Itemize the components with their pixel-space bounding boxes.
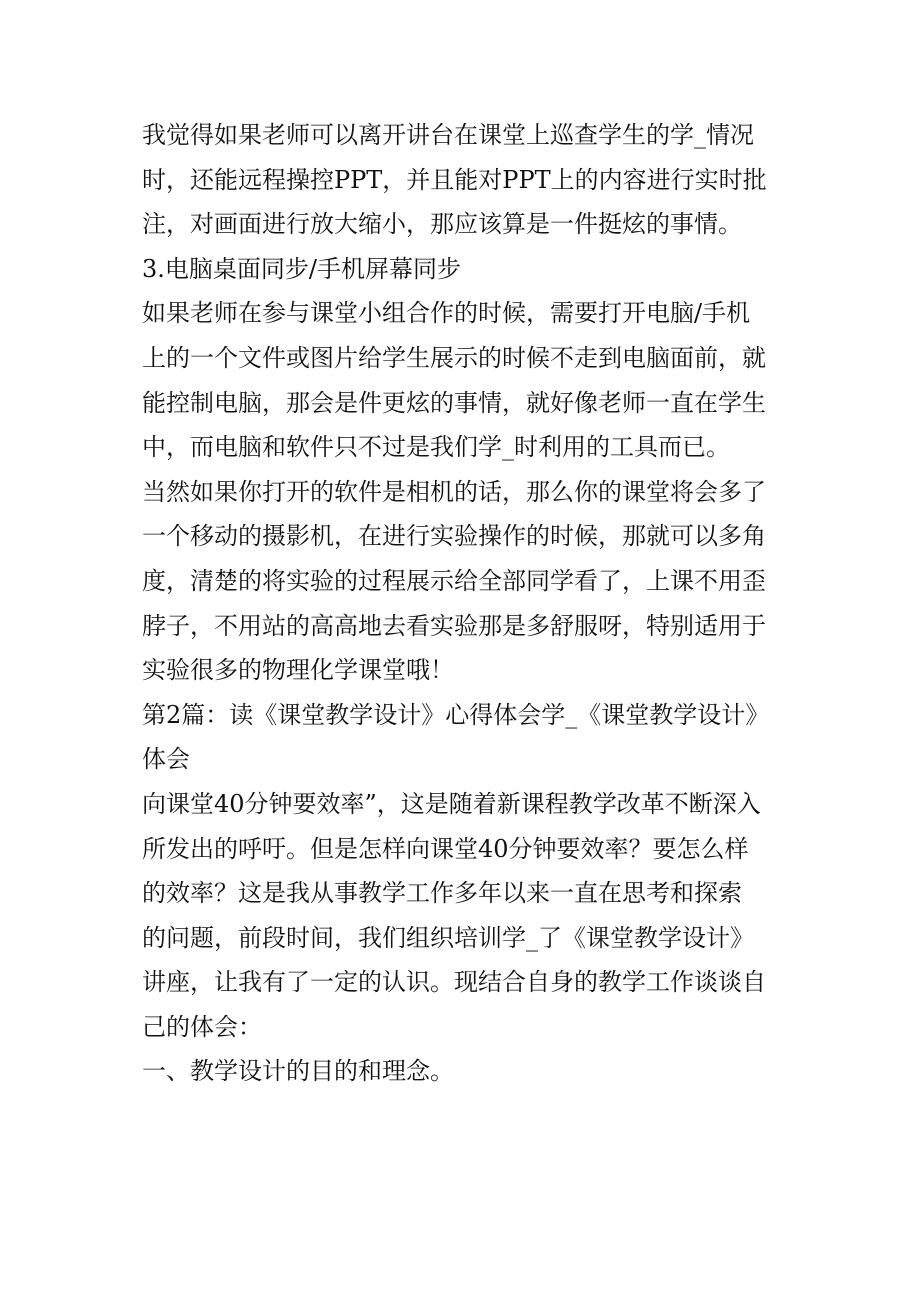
text-line: 当然如果你打开的软件是相机的话，那么你的课堂将会多了 [142, 477, 766, 506]
text-line: 所发出的呼吁。但是怎样向课堂40分钟要效率？要怎么样 [142, 834, 749, 863]
text-line: 上的一个文件或图片给学生展示的时候不走到电脑面前，就 [142, 343, 766, 372]
text-line: 的问题，前段时间，我们组织培训学_了《课堂教学设计》 [142, 923, 754, 952]
text-line: 中，而电脑和软件只不过是我们学_时利用的工具而已。 [142, 433, 730, 462]
text-line: 的效率？这是我从事教学工作多年以来一直在思考和探索 [142, 879, 742, 908]
article-title: 第2篇：读《课堂教学设计》心得体会学_《课堂教学设计》 [142, 700, 770, 729]
text-line: 时，还能远程操控PPT，并且能对PPT上的内容进行实时批 [142, 165, 767, 194]
text-line: 注，对画面进行放大缩小，那应该算是一件挺炫的事情。 [142, 210, 742, 239]
text-line: 向课堂40分钟要效率”，这是随着新课程教学改革不断深入 [142, 789, 761, 818]
text-line: 我觉得如果老师可以离开讲台在课堂上巡查学生的学_情况 [142, 121, 754, 149]
text-line: 己的体会： [142, 1012, 262, 1041]
section-heading: 一、教学设计的目的和理念。 [142, 1057, 454, 1086]
text-line: 如果老师在参与课堂小组合作的时候，需要打开电脑/手机 [142, 299, 751, 328]
text-line: 度，清楚的将实验的过程展示给全部同学看了，上课不用歪 [142, 566, 766, 595]
text-line: 一个移动的摄影机，在进行实验操作的时候，那就可以多角 [142, 522, 766, 551]
text-line: 实验很多的物理化学课堂哦！ [142, 656, 454, 685]
document-body [142, 113, 802, 1094]
text-line: 脖子，不用站的高高地去看实验那是多舒服呀，特别适用于 [142, 611, 766, 640]
text-line: 能控制电脑，那会是件更炫的事情，就好像老师一直在学生 [142, 388, 766, 417]
article-title-continued: 体会 [142, 745, 190, 774]
text-line: 讲座，让我有了一定的认识。现结合自身的教学工作谈谈自 [142, 968, 766, 997]
section-heading: 3.电脑桌面同步/手机屏幕同步 [142, 254, 461, 283]
